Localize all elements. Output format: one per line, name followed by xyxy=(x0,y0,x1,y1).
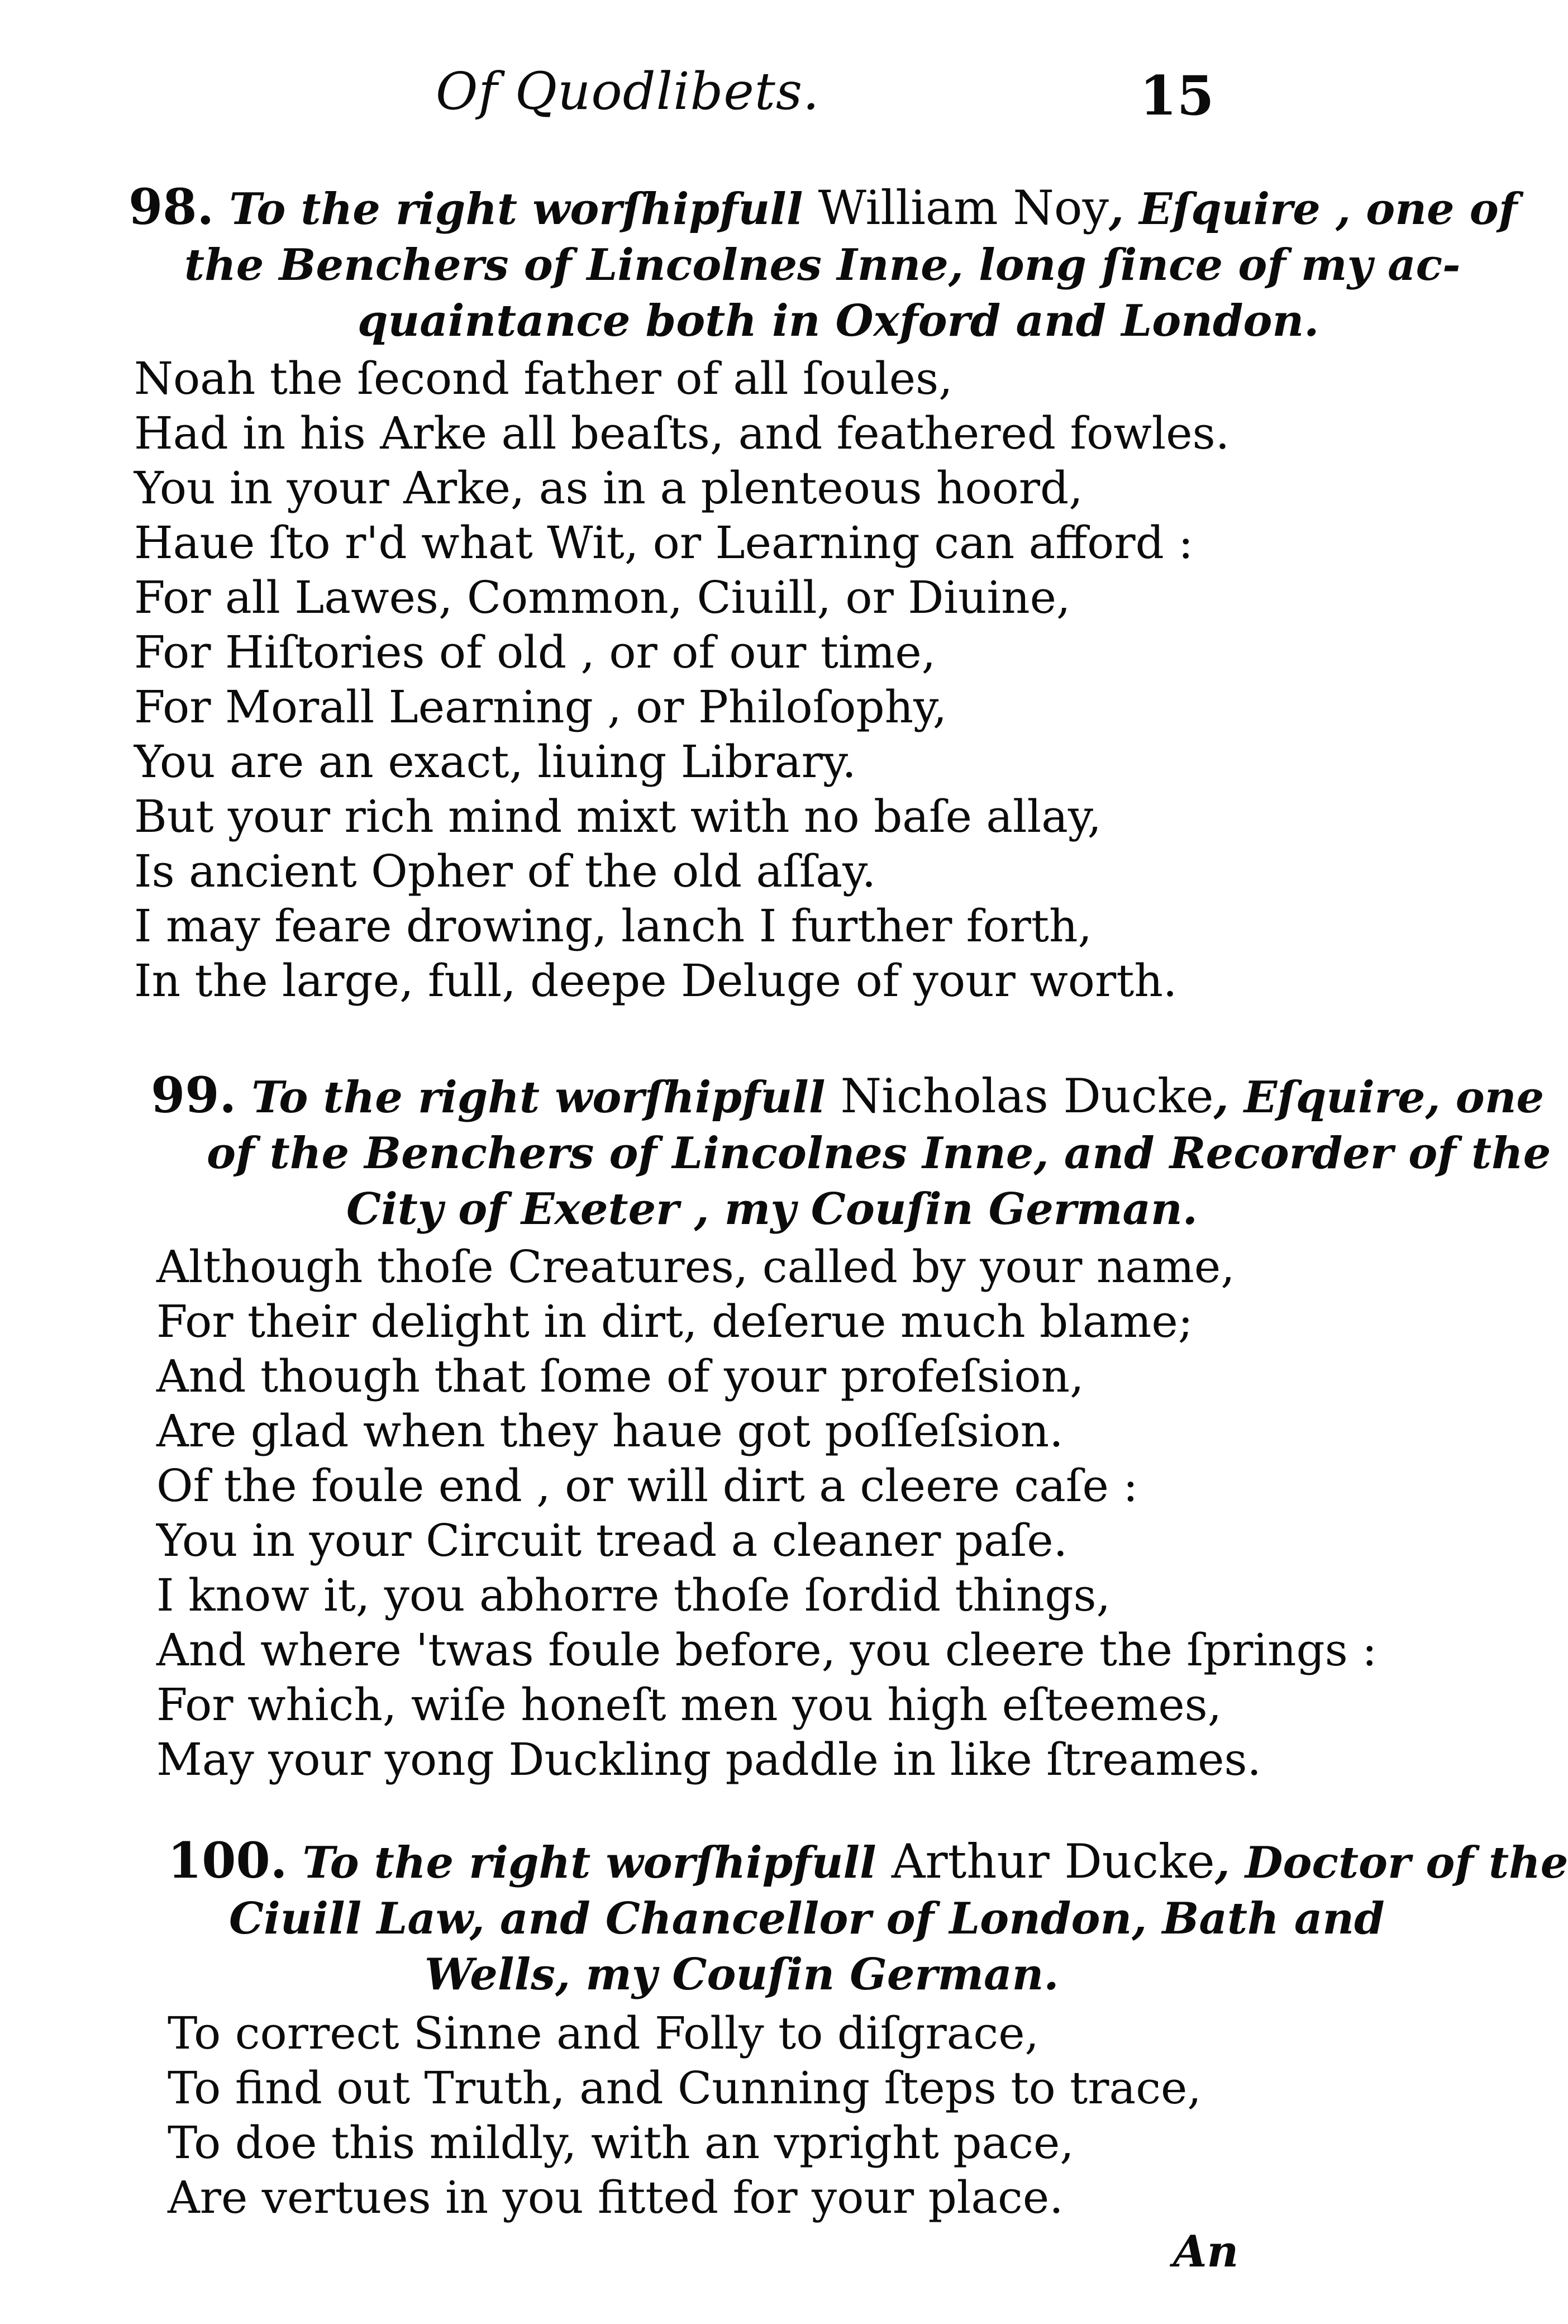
verse-line: Is ancient Opher of the old aſſay. xyxy=(134,845,876,897)
page-number: 15 xyxy=(1140,64,1214,127)
heading-text: To the right worſhipfull xyxy=(251,1072,826,1123)
verse-line: Are vertues in you fitted for your place. xyxy=(168,2171,1064,2223)
verse-line: For all Lawes, Common, Ciuill, or Diuine, xyxy=(134,572,1071,623)
verse-line: Haue ſto r'd what Wit, or Learning can afford : xyxy=(134,517,1194,569)
verse-line: For Hiſtories of old , or of our time, xyxy=(134,626,936,678)
epigram-number: 100. xyxy=(168,1831,288,1889)
epigram-99 xyxy=(0,1066,1551,1787)
verse-line: I may feare drowing, lanch I further forth, xyxy=(134,900,1092,952)
heading-text: , Eſquire , one of xyxy=(1108,184,1518,235)
verse-line: And though that ſome of your profeſsion, xyxy=(156,1350,1084,1402)
heading-text: , Doctor of the xyxy=(1214,1837,1568,1888)
verse-line: In the large, full, deepe Deluge of your worth. xyxy=(134,955,1178,1007)
dedicatee-name: William Noy xyxy=(818,180,1109,235)
epigram-100 xyxy=(0,1831,1568,2225)
verse-line: For Morall Learning , or Philoſophy, xyxy=(134,681,947,733)
verse-line: Noah the ſecond father of all ſoules, xyxy=(134,353,953,404)
verse-line: Are glad when they haue got poſſeſsion. xyxy=(156,1405,1064,1457)
catchword: An xyxy=(1173,2226,1239,2277)
epigram-heading xyxy=(0,1831,1568,2003)
heading-line-3: quaintance both in Oxford and London. xyxy=(358,296,1319,346)
verse-line: But your rich mind mixt with no baſe allay, xyxy=(134,790,1102,842)
verse-line: Although thoſe Creatures, called by your name, xyxy=(156,1241,1235,1293)
epigram-number: 98. xyxy=(128,178,215,236)
verse-line: You in your Circuit tread a cleaner paſe. xyxy=(156,1515,1068,1566)
running-head: Of Quodlibets. xyxy=(436,61,820,121)
dedicatee-name: Arthur Ducke xyxy=(891,1834,1215,1889)
verse-line: May your yong Duckling paddle in like ſtreames. xyxy=(156,1734,1261,1785)
heading-line-1 xyxy=(0,178,1518,237)
epigram-98 xyxy=(0,178,1518,1008)
heading-text: , Eſquire, one xyxy=(1213,1072,1545,1123)
heading-line-3: Wells, my Couſin German. xyxy=(425,1949,1059,2000)
verse-line: Of the foule end , or will dirt a cleere caſe : xyxy=(156,1460,1138,1512)
verse-line: To find out Truth, and Cunning ſteps to trace, xyxy=(168,2062,1202,2114)
heading-line-1 xyxy=(0,1066,1545,1126)
heading-line-2: Ciuill Law, and Chancellor of London, Bath and xyxy=(229,1893,1385,1944)
verse-line: And where 'twas foule before, you cleere the ſprings : xyxy=(156,1624,1378,1676)
verse-lines xyxy=(0,2006,1406,2225)
heading-line-2: the Benchers of Lincolnes Inne, long ſince of my ac- xyxy=(184,240,1461,290)
verse-line: For which, wiſe honeſt men you high eſteemes, xyxy=(156,1679,1222,1731)
verse-line: Had in his Arke all beaſts, and feathered fowles. xyxy=(134,407,1230,459)
epigram-number: 99. xyxy=(151,1066,237,1124)
verse-line: You are an exact, liuing Library. xyxy=(134,736,856,788)
heading-text: To the right worſhipfull xyxy=(229,184,803,235)
verse-line: To doe this mildly, with an vpright pace, xyxy=(168,2117,1074,2169)
heading-text: To the right worſhipfull xyxy=(302,1837,876,1888)
verse-line: I know it, you abhorre thoſe ſordid things, xyxy=(156,1569,1111,1621)
dedicatee-name: Nicholas Ducke xyxy=(840,1069,1214,1123)
heading-line-1 xyxy=(0,1831,1568,1891)
verse-line: For their delight in dirt, deſerue much blame; xyxy=(156,1296,1193,1347)
verse-line: You in your Arke, as in a plenteous hoord, xyxy=(134,462,1083,514)
verse-lines xyxy=(0,351,1406,1008)
epigram-heading xyxy=(0,178,1518,349)
epigram-heading xyxy=(0,1066,1551,1237)
heading-line-3: City of Exeter , my Couſin German. xyxy=(346,1184,1198,1235)
heading-line-2: of the Benchers of Lincolnes Inne, and Recorder of the xyxy=(207,1128,1551,1179)
verse-line: To correct Sinne and Folly to diſgrace, xyxy=(168,2007,1039,2059)
verse-lines xyxy=(0,1240,1406,1787)
